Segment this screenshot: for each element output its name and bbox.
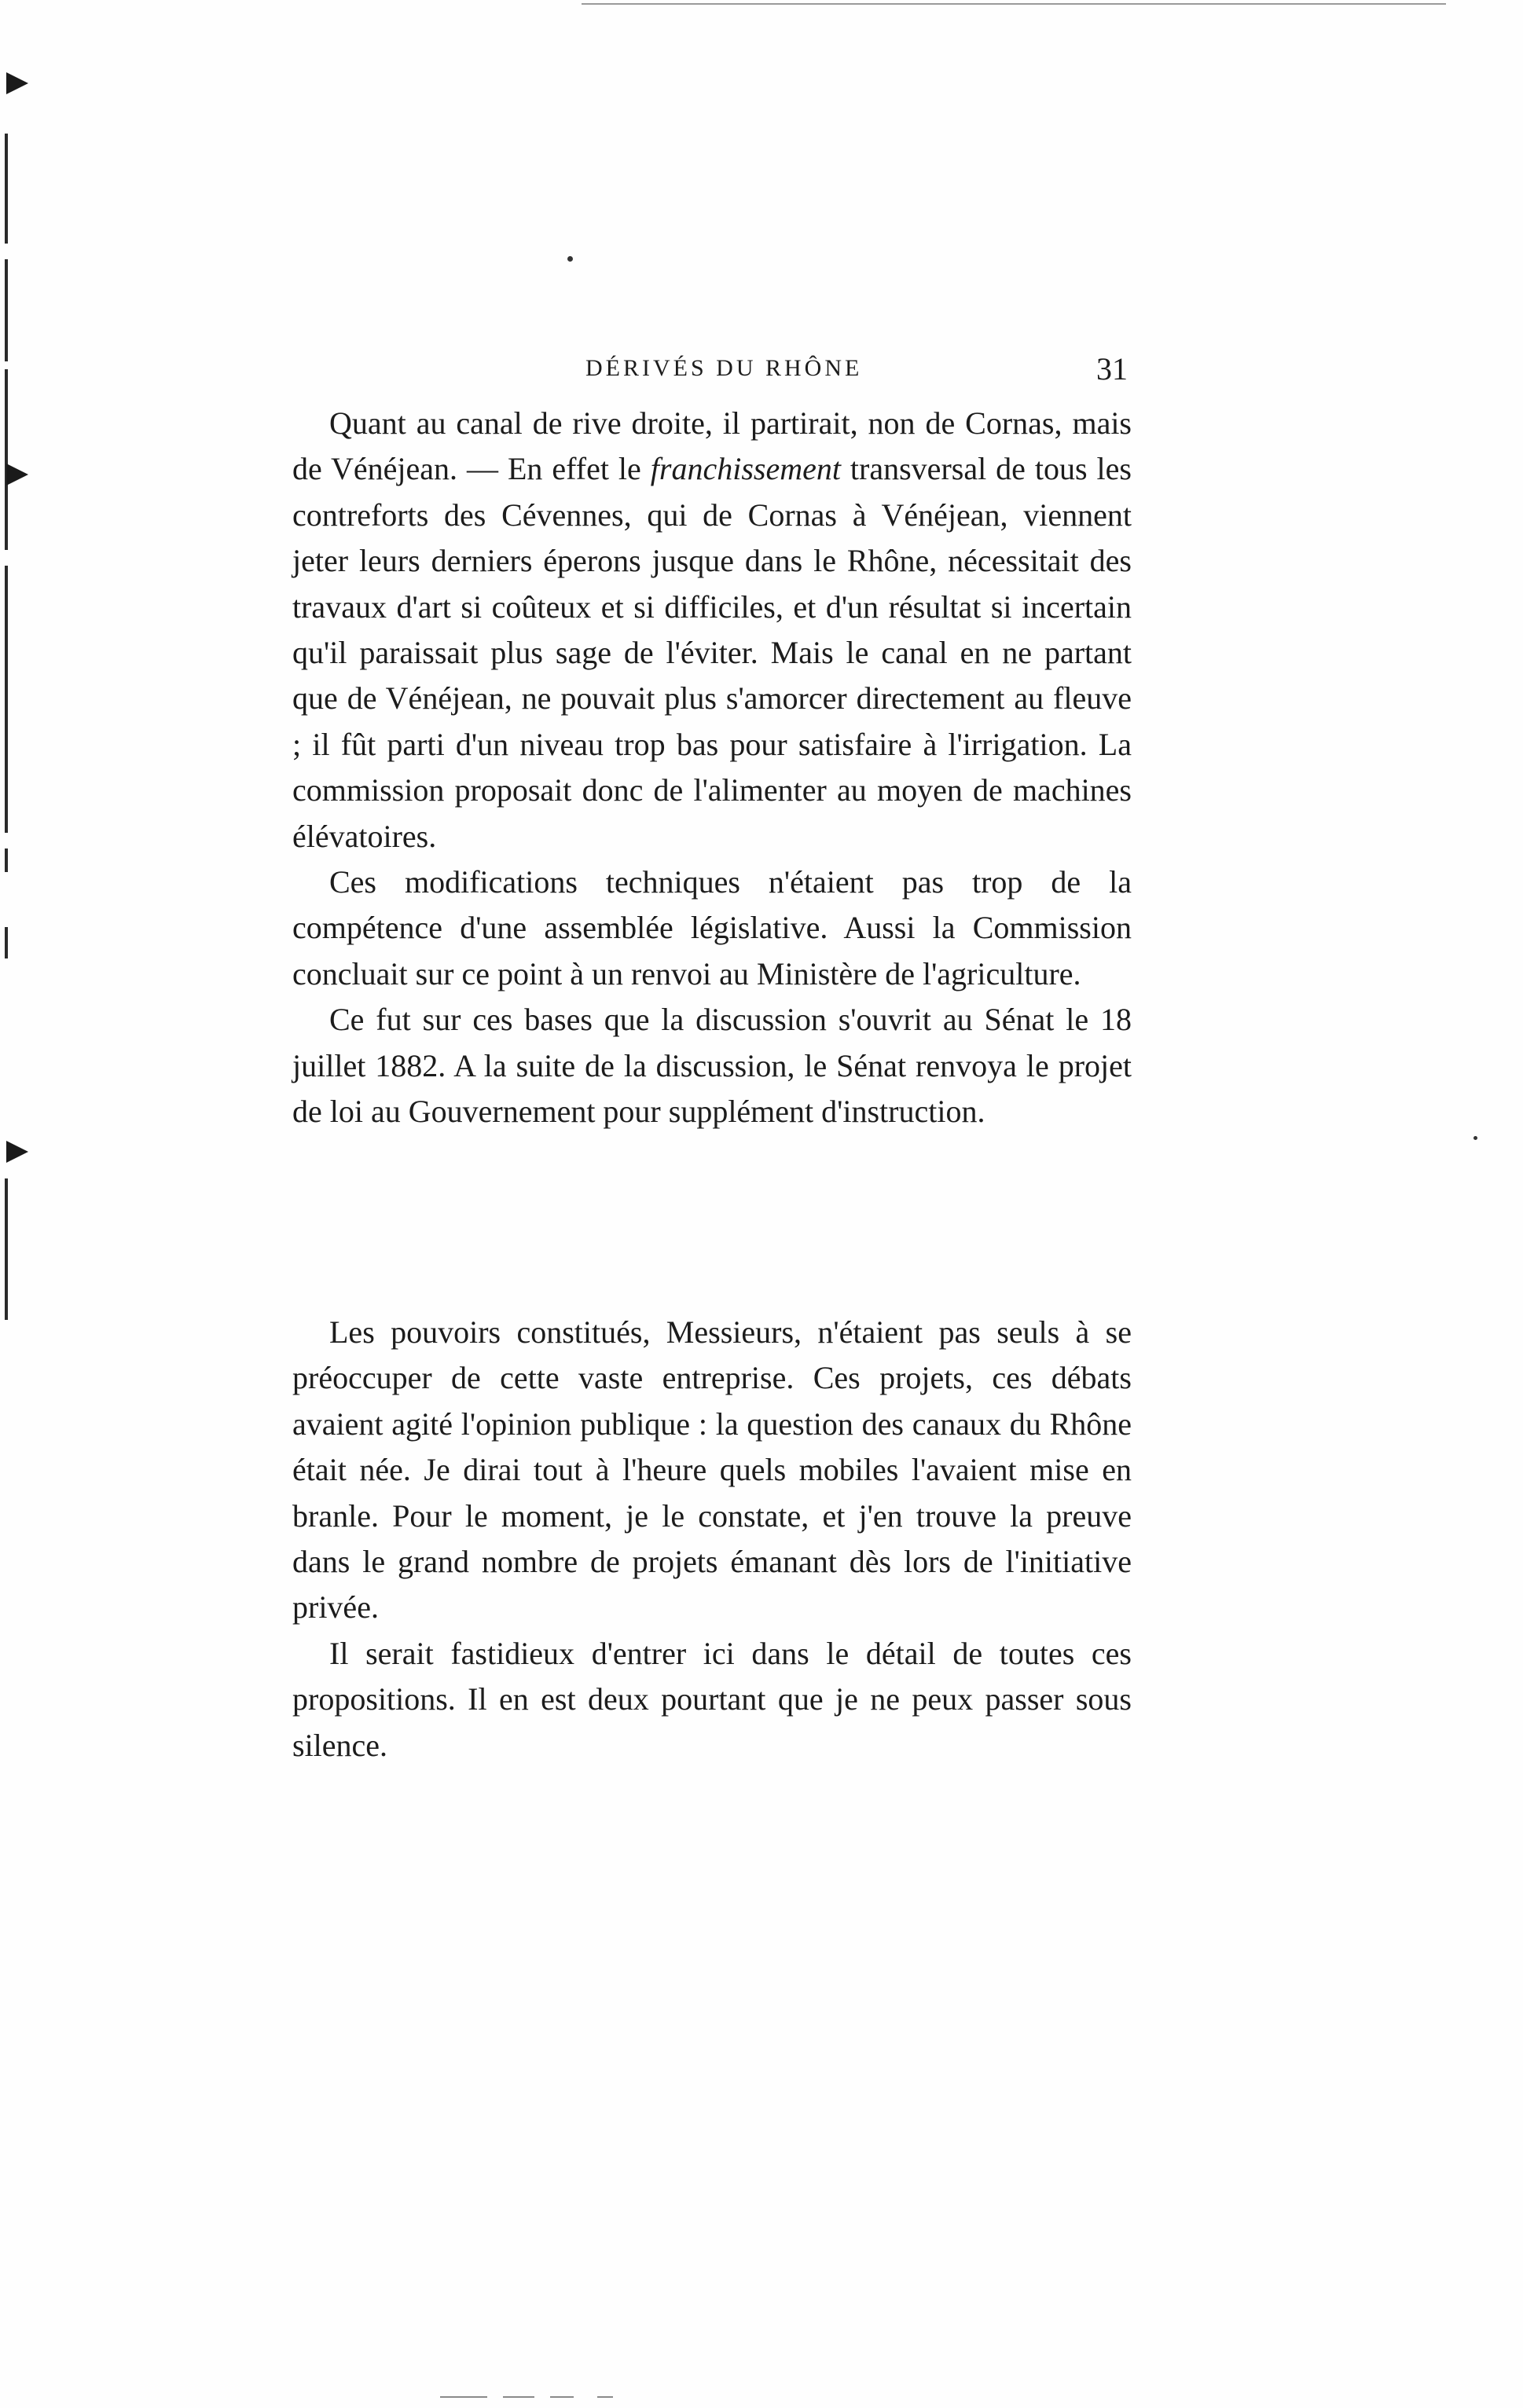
paragraph-text: Quant au canal de rive droite, il partirait, non de Cornas, mais de Vénéjean. — En effet le — [292, 405, 1132, 487]
scan-speck — [567, 256, 573, 262]
paragraph: Les pouvoirs constitués, Messieurs, n'étaient pas seuls à se préoccuper de cette vaste entreprise. Ces projets, ces débats avaient agité l'opinion publique : la question des canaux du Rhône était née. Je dirai tout à l'heure quels mobiles l'avaient mise en branle. Pour le moment, je le constate, et j'en trouve la preuve dans le grand nombre de projets émanant dès lors de l'initiative privée. — [292, 1314, 1132, 1625]
scan-bottom-dash — [503, 2396, 534, 2398]
scan-edge-line — [5, 1178, 8, 1320]
scan-edge-mark — [6, 464, 28, 486]
scan-bottom-dash — [440, 2396, 487, 2398]
scan-edge-mark — [6, 72, 28, 94]
scan-edge-line — [5, 259, 8, 361]
scan-edge-line — [5, 927, 8, 958]
scan-edge-line — [5, 369, 8, 550]
scan-bottom-dash — [550, 2396, 574, 2398]
paragraph: Ces modifications techniques n'étaient pas trop de la compétence d'une assemblée législative. Aussi la Commission concluait sur ce point à un renvoi au Ministère de l'agriculture. — [292, 864, 1132, 991]
paragraph-text: transversal de tous les contreforts des Cévennes, qui de Cornas à Vénéjean, viennent jeter leurs derniers éperons jusque dans le Rhône, nécessitait des travaux d'art si coûteux et si difficiles, et d'un résultat si incertain qu'il paraissait plus sage de l'éviter. Mais le canal en ne partant que de Vénéjean, ne pouvait plus s'amorcer directement au fleuve ; il fût parti d'un niveau trop bas pour satisfaire à l'irrigation. La commission proposait donc de l'alimenter au moyen de machines élévatoires. — [292, 451, 1132, 854]
scan-edge-line — [5, 848, 8, 872]
scan-top-rule — [582, 3, 1446, 5]
running-title: DÉRIVÉS DU RHÔNE — [585, 355, 863, 381]
text-section-1 — [292, 401, 1132, 1135]
paragraph: Ce fut sur ces bases que la discussion s'ouvrit au Sénat le 18 juillet 1882. A la suite de la discussion, le Sénat renvoya le projet de loi au Gouvernement pour supplément d'instruction. — [292, 1002, 1132, 1130]
scan-edge-line — [5, 566, 8, 833]
scan-edge-line — [5, 134, 8, 244]
text-section-2 — [292, 1310, 1132, 1768]
scan-speck — [1473, 1136, 1477, 1140]
emphasized-word: franchissement — [650, 451, 841, 487]
paragraph — [292, 401, 1132, 859]
paragraph: Il serait fastidieux d'entrer ici dans le détail de toutes ces propositions. Il en est deux pourtant que je ne peux passer sous silence. — [292, 1635, 1132, 1763]
scan-bottom-dash — [597, 2396, 613, 2398]
page-number: 31 — [1096, 351, 1128, 387]
scan-edge-mark — [6, 1141, 28, 1163]
